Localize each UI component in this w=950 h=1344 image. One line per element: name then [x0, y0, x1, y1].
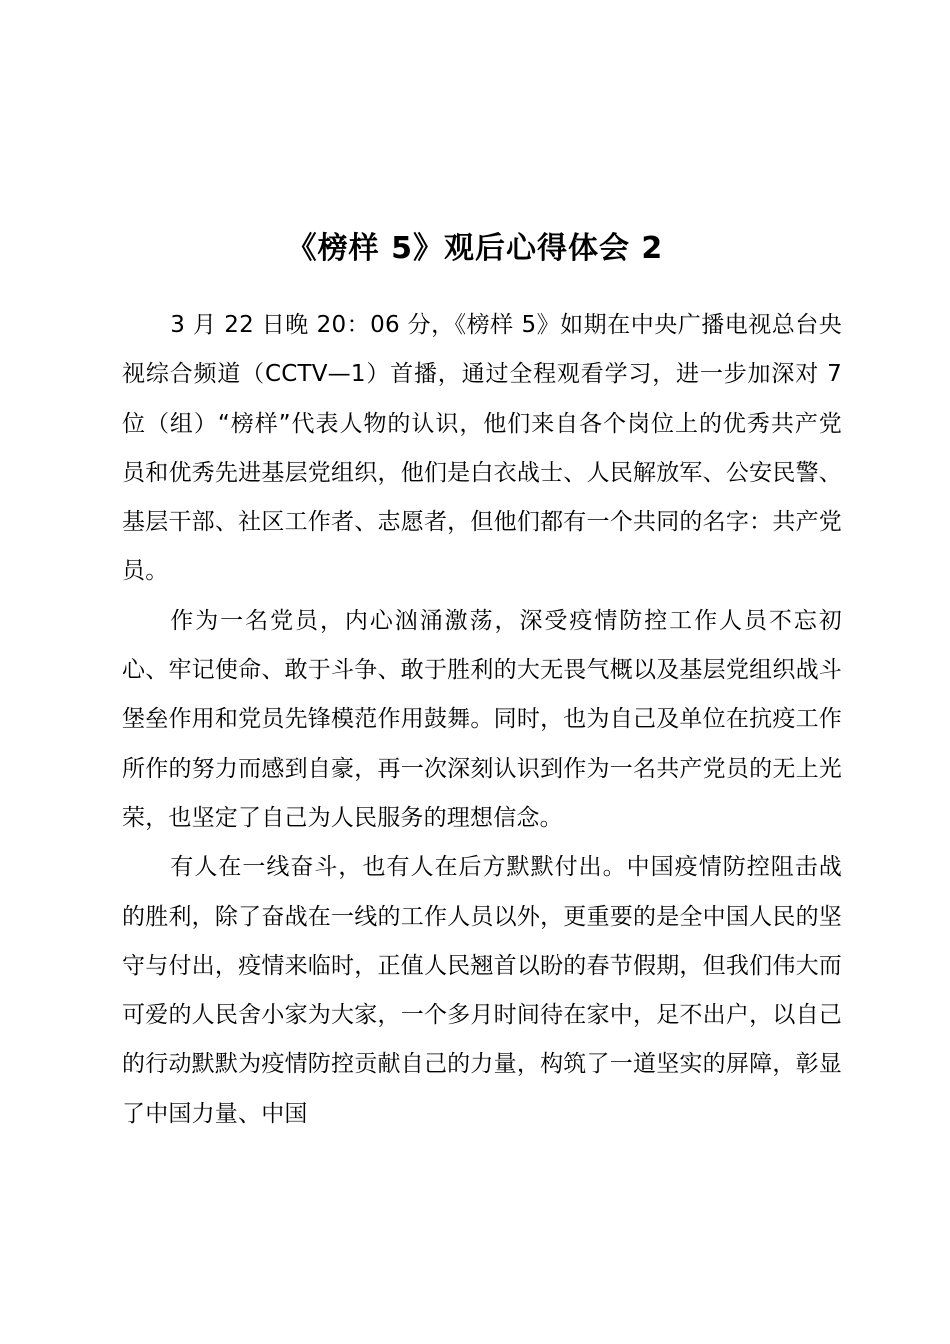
paragraph: 3 月 22 日晚 20：06 分，《榜样 5》如期在中央广播电视总台央视综合频道（CCTV—1）首播，通过全程观看学习，进一步加深对 7 位（组）“榜样”代表人物的认识，他们来自各个岗位上的优秀共产党员和优秀先进基层党组织，他们是白衣战士、人民解放军、公安民警、基层干部、社区工作者、志愿者，但他们都有一个共同的名字：共产党员。 [122, 312, 842, 585]
paragraph: 作为一名党员，内心汹涌激荡，深受疫情防控工作人员不忘初心、牢记使命、敢于斗争、敢于胜利的大无畏气概以及基层党组织战斗堡垒作用和党员先锋模范作用鼓舞。同时，也为自己及单位在抗疫工作所作的努力而感到自豪，再一次深刻认识到作为一名共产党员的无上光荣，也坚定了自己为人民服务的理想信念。 [122, 607, 842, 831]
document-title: 《榜样 5》观后心得体会 2 [286, 231, 664, 266]
document-body [122, 301, 842, 1139]
paragraph: 有人在一线奋斗，也有人在后方默默付出。中国疫情防控阻击战的胜利，除了奋战在一线的工作人员以外，更重要的是全中国人民的坚守与付出，疫情来临时，正值人民翘首以盼的春节假期，但我们伟大而可爱的人民舍小家为大家，一个多月时间待在家中，足不出户，以自己的行动默默为疫情防控贡献自己的力量，构筑了一道坚实的屏障，彰显了中国力量、中国 [122, 854, 842, 1127]
